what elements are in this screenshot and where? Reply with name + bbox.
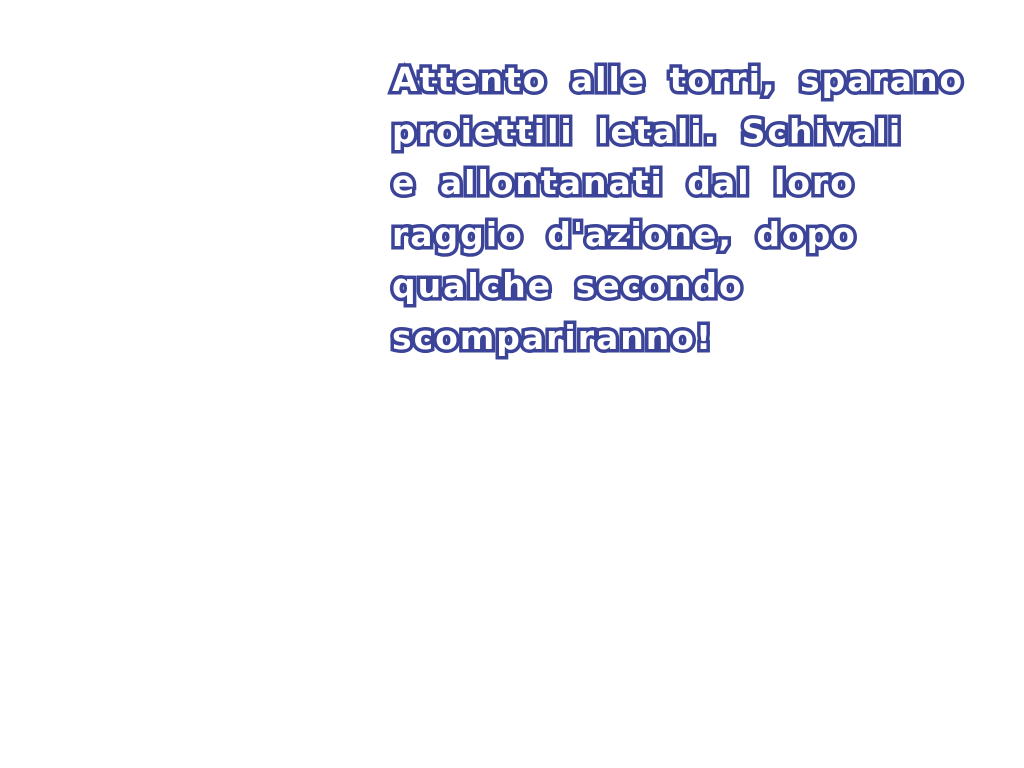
hint-text-box: [392, 54, 992, 363]
hint-line-4: raggio d'azione, dopo: [392, 214, 857, 254]
hint-line-5: qualche secondo: [392, 266, 744, 305]
hint-line-6: scompariranno!: [392, 317, 713, 357]
hint-line-2: proiettili letali. Schivali: [392, 111, 903, 151]
hint-line-3: e allontanati dal loro: [392, 163, 855, 202]
hint-line-1: Attento alle torri, sparano: [392, 60, 965, 99]
